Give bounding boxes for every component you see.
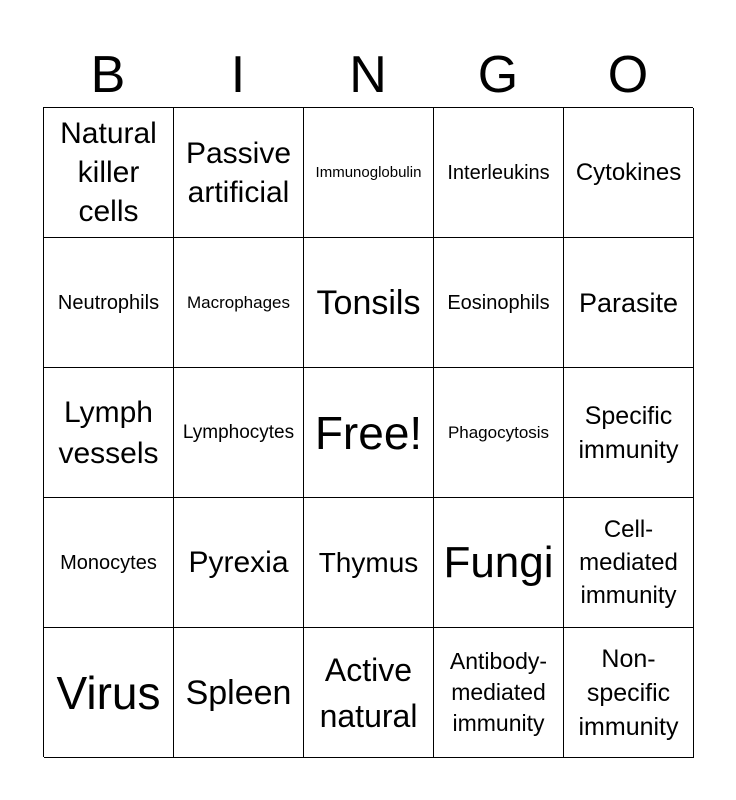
cell-label: Immunoglobulin [315, 163, 422, 181]
bingo-header [43, 44, 693, 106]
header-letter-n: N [349, 46, 387, 104]
cell-label: Lymphocytes [182, 421, 295, 443]
bingo-cell[interactable] [564, 498, 694, 628]
bingo-cell[interactable] [564, 238, 694, 368]
bingo-cell[interactable] [44, 628, 174, 758]
cell-label: Spleen [185, 673, 292, 712]
header-letter-g: G [477, 46, 519, 104]
cell-label: Tonsils [316, 283, 421, 322]
cell-label: Lymph vessels [58, 395, 159, 470]
bingo-cell[interactable] [174, 368, 304, 498]
bingo-cell[interactable] [174, 498, 304, 628]
header-letter-i: I [230, 46, 246, 104]
bingo-cell[interactable] [564, 628, 694, 758]
header-letter-b: B [90, 46, 126, 104]
cell-label: Active natural [319, 651, 418, 734]
bingo-cell[interactable] [564, 108, 694, 238]
bingo-cell[interactable] [44, 368, 174, 498]
header-letter-o: O [607, 46, 649, 104]
cell-label: Interleukins [447, 161, 550, 184]
bingo-cell[interactable] [304, 238, 434, 368]
bingo-cell[interactable] [434, 628, 564, 758]
bingo-cell[interactable] [434, 368, 564, 498]
cell-label: Natural killer cells [60, 117, 157, 228]
cell-label: Parasite [578, 287, 679, 318]
bingo-cell[interactable] [304, 108, 434, 238]
bingo-cell[interactable] [44, 498, 174, 628]
cell-label: Passive artificial [185, 136, 292, 209]
bingo-cell[interactable] [44, 238, 174, 368]
bingo-board [43, 107, 693, 757]
bingo-cell[interactable] [174, 108, 304, 238]
free-space: Free! [314, 406, 423, 459]
bingo-cell[interactable] [434, 498, 564, 628]
bingo-cell[interactable] [434, 238, 564, 368]
bingo-cell[interactable] [174, 628, 304, 758]
bingo-cell[interactable] [434, 108, 564, 238]
bingo-cell[interactable] [304, 628, 434, 758]
bingo-cell[interactable] [564, 368, 694, 498]
bingo-cell[interactable] [44, 108, 174, 238]
cell-label: Phagocytosis [447, 422, 550, 442]
cell-label: Fungi [443, 537, 554, 587]
cell-label: Virus [56, 666, 161, 719]
cell-label: Antibody-mediated immunity [449, 648, 548, 736]
cell-label: Specific immunity [578, 401, 679, 464]
cell-label: Non-specific immunity [578, 644, 679, 741]
cell-label: Eosinophils [447, 291, 550, 314]
bingo-cell[interactable] [304, 498, 434, 628]
cell-label: Thymus [318, 547, 419, 578]
cell-label: Cell-mediated immunity [579, 516, 678, 609]
cell-label: Cytokines [575, 159, 682, 186]
cell-label: Pyrexia [188, 545, 289, 579]
bingo-cell[interactable] [304, 368, 434, 498]
cell-label: Neutrophils [57, 291, 160, 314]
bingo-cell[interactable] [174, 238, 304, 368]
cell-label: Macrophages [186, 292, 290, 312]
cell-label: Monocytes [60, 551, 157, 574]
